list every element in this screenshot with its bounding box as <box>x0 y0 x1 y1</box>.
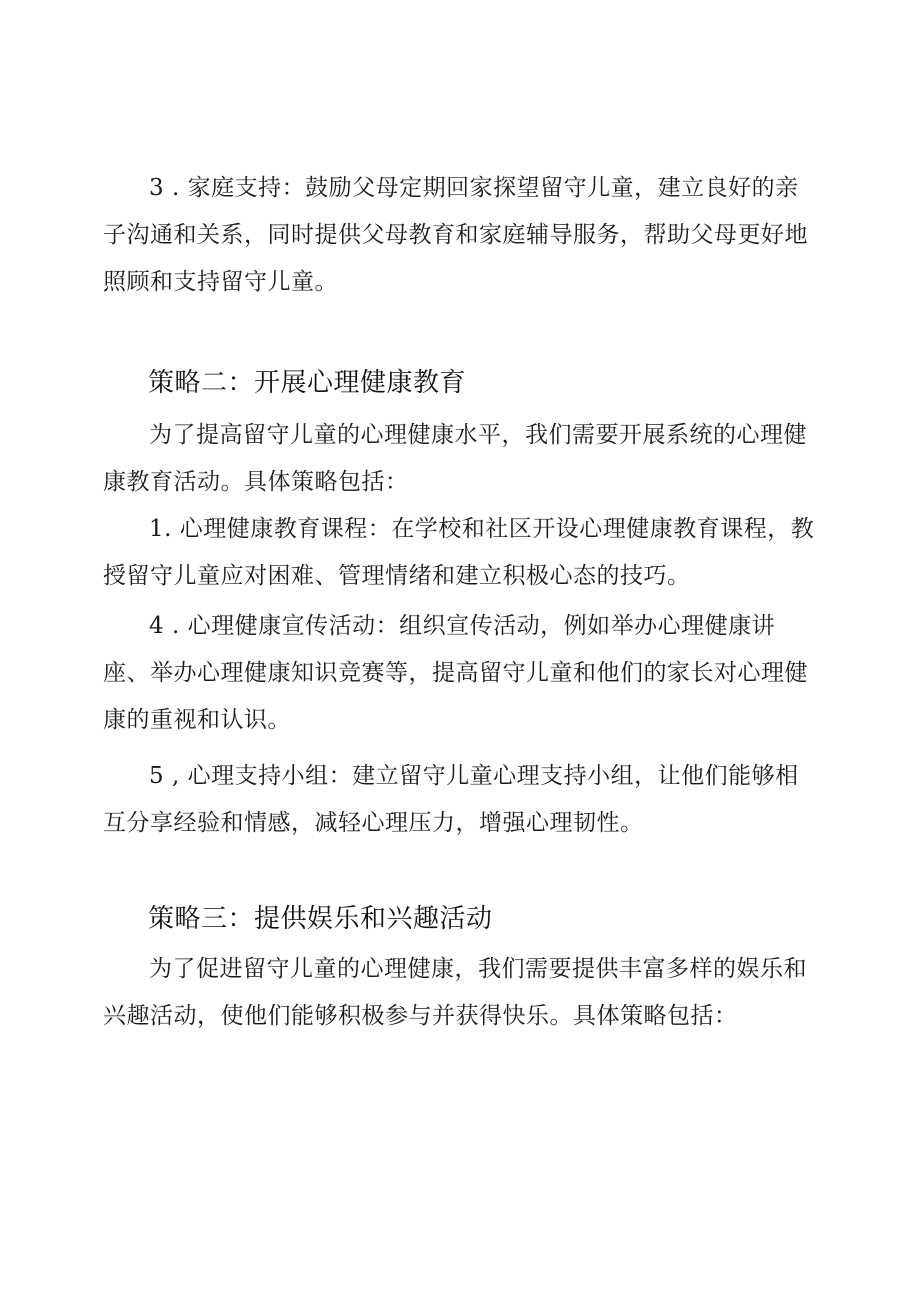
heading-strategy-two: 策略二：开展心理健康教育 <box>148 368 467 398</box>
paragraph-strategy-two-intro: 为了提高留守儿童的心理健康水平，我们需要开展系统的心理健康教育活动。具体策略包括： <box>103 422 807 495</box>
paragraph-publicity-activities: 4 . 心理健康宣传活动：组织宣传活动，例如举办心理健康讲座、举办心理健康知识竞赛等，提高留守儿童和他们的家长对心理健康的重视和认识。 <box>103 613 808 733</box>
paragraph-support-group: 5 , 心理支持小组：建立留守儿童心理支持小组，让他们能够相互分享经验和情感，减轻心理压力，增强心理韧性。 <box>103 763 799 836</box>
paragraph-strategy-three-intro: 为了促进留守儿童的心理健康，我们需要提供丰富多样的娱乐和兴趣活动，使他们能够积极参与并获得快乐。具体策略包括： <box>103 956 807 1029</box>
heading-strategy-three: 策略三：提供娱乐和兴趣活动 <box>148 904 493 934</box>
paragraph-family-support: 3 . 家庭支持：鼓励父母定期回家探望留守儿童，建立良好的亲子沟通和关系，同时提供父母教育和家庭辅导服务，帮助父母更好地照顾和支持留守儿童。 <box>103 175 808 295</box>
paragraph-education-course: 1. 心理健康教育课程：在学校和社区开设心理健康教育课程，教授留守儿童应对困难、管理情绪和建立积极心态的技巧。 <box>103 516 815 589</box>
